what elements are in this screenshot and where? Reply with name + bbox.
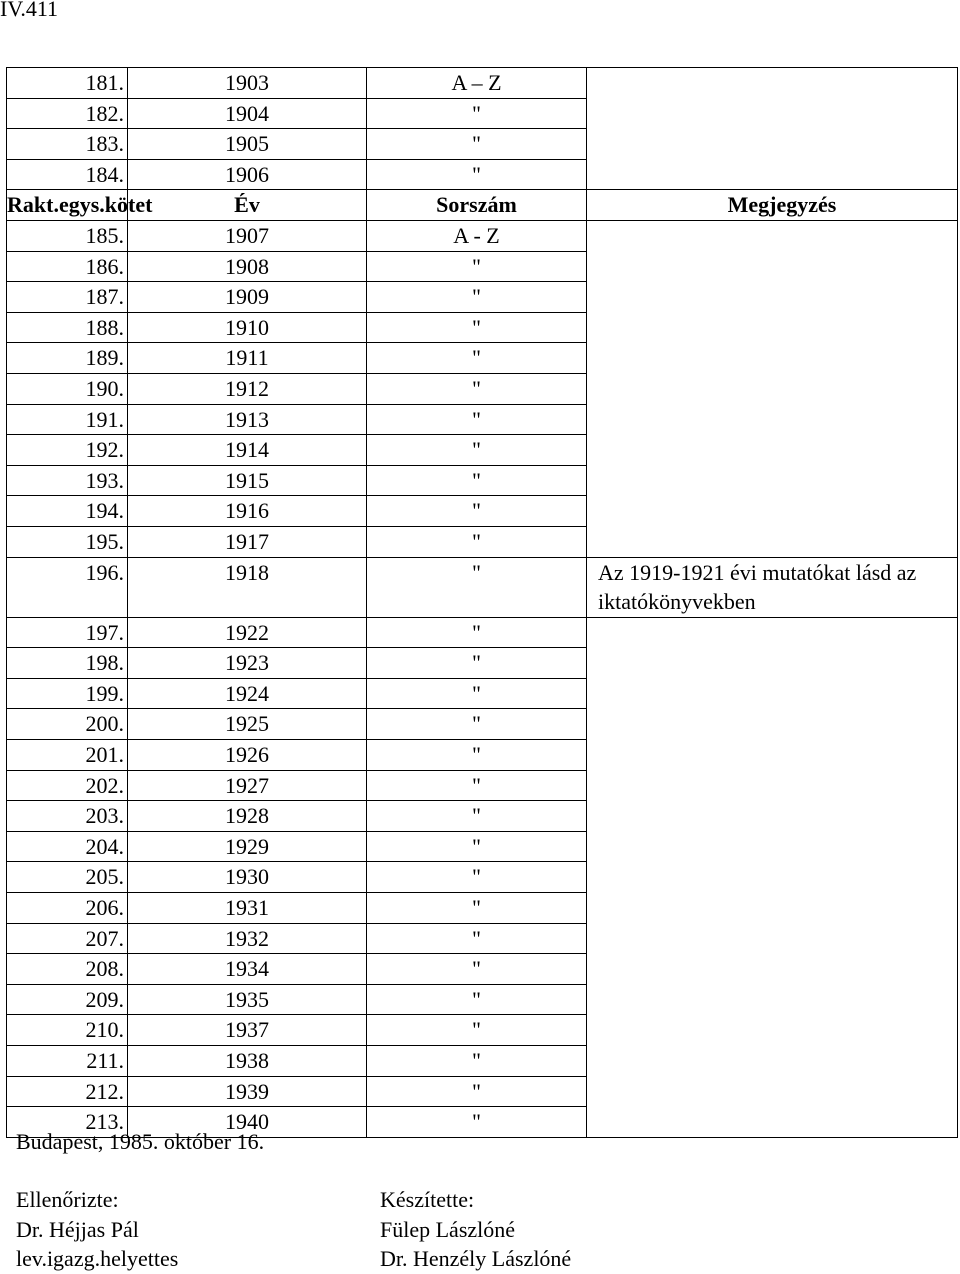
year-cell: 1925 <box>128 709 367 740</box>
serial-cell: " <box>367 709 587 740</box>
serial-cell: " <box>367 954 587 985</box>
checked-by-name: Dr. Héjjas Pál <box>16 1216 139 1242</box>
volume-cell: 191. <box>7 404 128 435</box>
year-cell: 1909 <box>128 282 367 313</box>
volume-cell: 182. <box>7 98 128 129</box>
volume-cell: 209. <box>7 984 128 1015</box>
volume-cell: 196. <box>7 557 128 617</box>
volume-cell: 188. <box>7 312 128 343</box>
table-row <box>7 220 958 251</box>
serial-cell: " <box>367 435 587 466</box>
volume-cell: 187. <box>7 282 128 313</box>
serial-cell: " <box>367 129 587 160</box>
volume-cell: 208. <box>7 954 128 985</box>
serial-cell: " <box>367 770 587 801</box>
header-volume: Rakt.egys.kötet <box>7 190 128 221</box>
serial-cell: " <box>367 893 587 924</box>
volume-cell: 198. <box>7 648 128 679</box>
serial-cell: " <box>367 1107 587 1138</box>
year-cell: 1935 <box>128 984 367 1015</box>
note-cell <box>587 68 958 190</box>
volume-cell: 202. <box>7 770 128 801</box>
serial-cell: " <box>367 98 587 129</box>
note-cell: Az 1919-1921 évi mutatókat lásd az iktatókönyvekben <box>587 557 958 617</box>
volume-cell: 193. <box>7 465 128 496</box>
register-table <box>6 67 958 1138</box>
year-cell: 1916 <box>128 496 367 527</box>
year-cell: 1929 <box>128 831 367 862</box>
year-cell: 1910 <box>128 312 367 343</box>
year-cell: 1939 <box>128 1076 367 1107</box>
serial-cell: " <box>367 1046 587 1077</box>
checked-by-block <box>16 1185 178 1274</box>
checked-by-label: Ellenőrizte: <box>16 1187 119 1212</box>
year-cell: 1922 <box>128 617 367 648</box>
prepared-by-label: Készítette: <box>380 1187 475 1212</box>
volume-cell: 194. <box>7 496 128 527</box>
serial-cell: " <box>367 984 587 1015</box>
serial-cell: " <box>367 1076 587 1107</box>
volume-cell: 183. <box>7 129 128 160</box>
serial-cell: " <box>367 923 587 954</box>
volume-cell: 190. <box>7 373 128 404</box>
volume-cell: 201. <box>7 740 128 771</box>
volume-cell: 185. <box>7 220 128 251</box>
document-reference: IV.411 <box>0 0 59 21</box>
serial-cell: " <box>367 1015 587 1046</box>
note-cell <box>587 220 958 557</box>
register-table-body <box>7 68 958 1138</box>
volume-cell: 186. <box>7 251 128 282</box>
year-cell: 1937 <box>128 1015 367 1046</box>
year-cell: 1928 <box>128 801 367 832</box>
volume-cell: 210. <box>7 1015 128 1046</box>
year-cell: 1918 <box>128 557 367 617</box>
serial-cell: " <box>367 465 587 496</box>
year-cell: 1926 <box>128 740 367 771</box>
year-cell: 1915 <box>128 465 367 496</box>
prepared-by-name-2: Dr. Henzély Lászlóné <box>380 1246 572 1271</box>
year-cell: 1923 <box>128 648 367 679</box>
serial-cell: " <box>367 862 587 893</box>
serial-cell: " <box>367 648 587 679</box>
serial-cell: " <box>367 251 587 282</box>
serial-cell: " <box>367 282 587 313</box>
year-cell: 1912 <box>128 373 367 404</box>
volume-cell: 211. <box>7 1046 128 1077</box>
volume-cell: 200. <box>7 709 128 740</box>
serial-cell: " <box>367 617 587 648</box>
header-year: Év <box>128 190 367 221</box>
prepared-by-block <box>380 1185 571 1274</box>
volume-cell: 203. <box>7 801 128 832</box>
year-cell: 1904 <box>128 98 367 129</box>
place-date: Budapest, 1985. október 16. <box>16 1129 265 1154</box>
serial-cell: " <box>367 801 587 832</box>
year-cell: 1931 <box>128 893 367 924</box>
volume-cell: 189. <box>7 343 128 374</box>
volume-cell: 212. <box>7 1076 128 1107</box>
serial-cell: " <box>367 557 587 617</box>
serial-cell: " <box>367 526 587 557</box>
serial-cell: " <box>367 496 587 527</box>
volume-cell: 199. <box>7 678 128 709</box>
volume-cell: 184. <box>7 159 128 190</box>
volume-cell: 213. <box>7 1107 128 1138</box>
year-cell: 1927 <box>128 770 367 801</box>
table-header-row <box>7 190 958 221</box>
year-cell: 1914 <box>128 435 367 466</box>
year-cell: 1940 <box>128 1107 367 1138</box>
year-cell: 1903 <box>128 68 367 99</box>
serial-cell: " <box>367 831 587 862</box>
volume-cell: 181. <box>7 68 128 99</box>
serial-cell: " <box>367 373 587 404</box>
note-cell <box>587 617 958 1137</box>
serial-cell: " <box>367 159 587 190</box>
table-row <box>7 617 958 648</box>
prepared-by-name-1: Fülep Lászlóné <box>380 1216 516 1242</box>
year-cell: 1930 <box>128 862 367 893</box>
volume-cell: 207. <box>7 923 128 954</box>
volume-cell: 205. <box>7 862 128 893</box>
year-cell: 1938 <box>128 1046 367 1077</box>
year-cell: 1906 <box>128 159 367 190</box>
serial-cell: " <box>367 404 587 435</box>
serial-cell: " <box>367 312 587 343</box>
year-cell: 1934 <box>128 954 367 985</box>
year-cell: 1913 <box>128 404 367 435</box>
volume-cell: 197. <box>7 617 128 648</box>
volume-cell: 195. <box>7 526 128 557</box>
year-cell: 1908 <box>128 251 367 282</box>
year-cell: 1905 <box>128 129 367 160</box>
volume-cell: 204. <box>7 831 128 862</box>
year-cell: 1917 <box>128 526 367 557</box>
serial-cell: " <box>367 343 587 374</box>
year-cell: 1907 <box>128 220 367 251</box>
volume-cell: 192. <box>7 435 128 466</box>
year-cell: 1924 <box>128 678 367 709</box>
table-row <box>7 68 958 99</box>
header-note: Megjegyzés <box>587 190 958 221</box>
table-row <box>7 557 958 617</box>
volume-cell: 206. <box>7 893 128 924</box>
header-serial: Sorszám <box>367 190 587 221</box>
serial-cell: " <box>367 740 587 771</box>
checked-by-title: lev.igazg.helyettes <box>16 1246 179 1271</box>
year-cell: 1911 <box>128 343 367 374</box>
serial-cell: A - Z <box>367 220 587 251</box>
year-cell: 1932 <box>128 923 367 954</box>
serial-cell: " <box>367 678 587 709</box>
serial-cell: A – Z <box>367 68 587 99</box>
